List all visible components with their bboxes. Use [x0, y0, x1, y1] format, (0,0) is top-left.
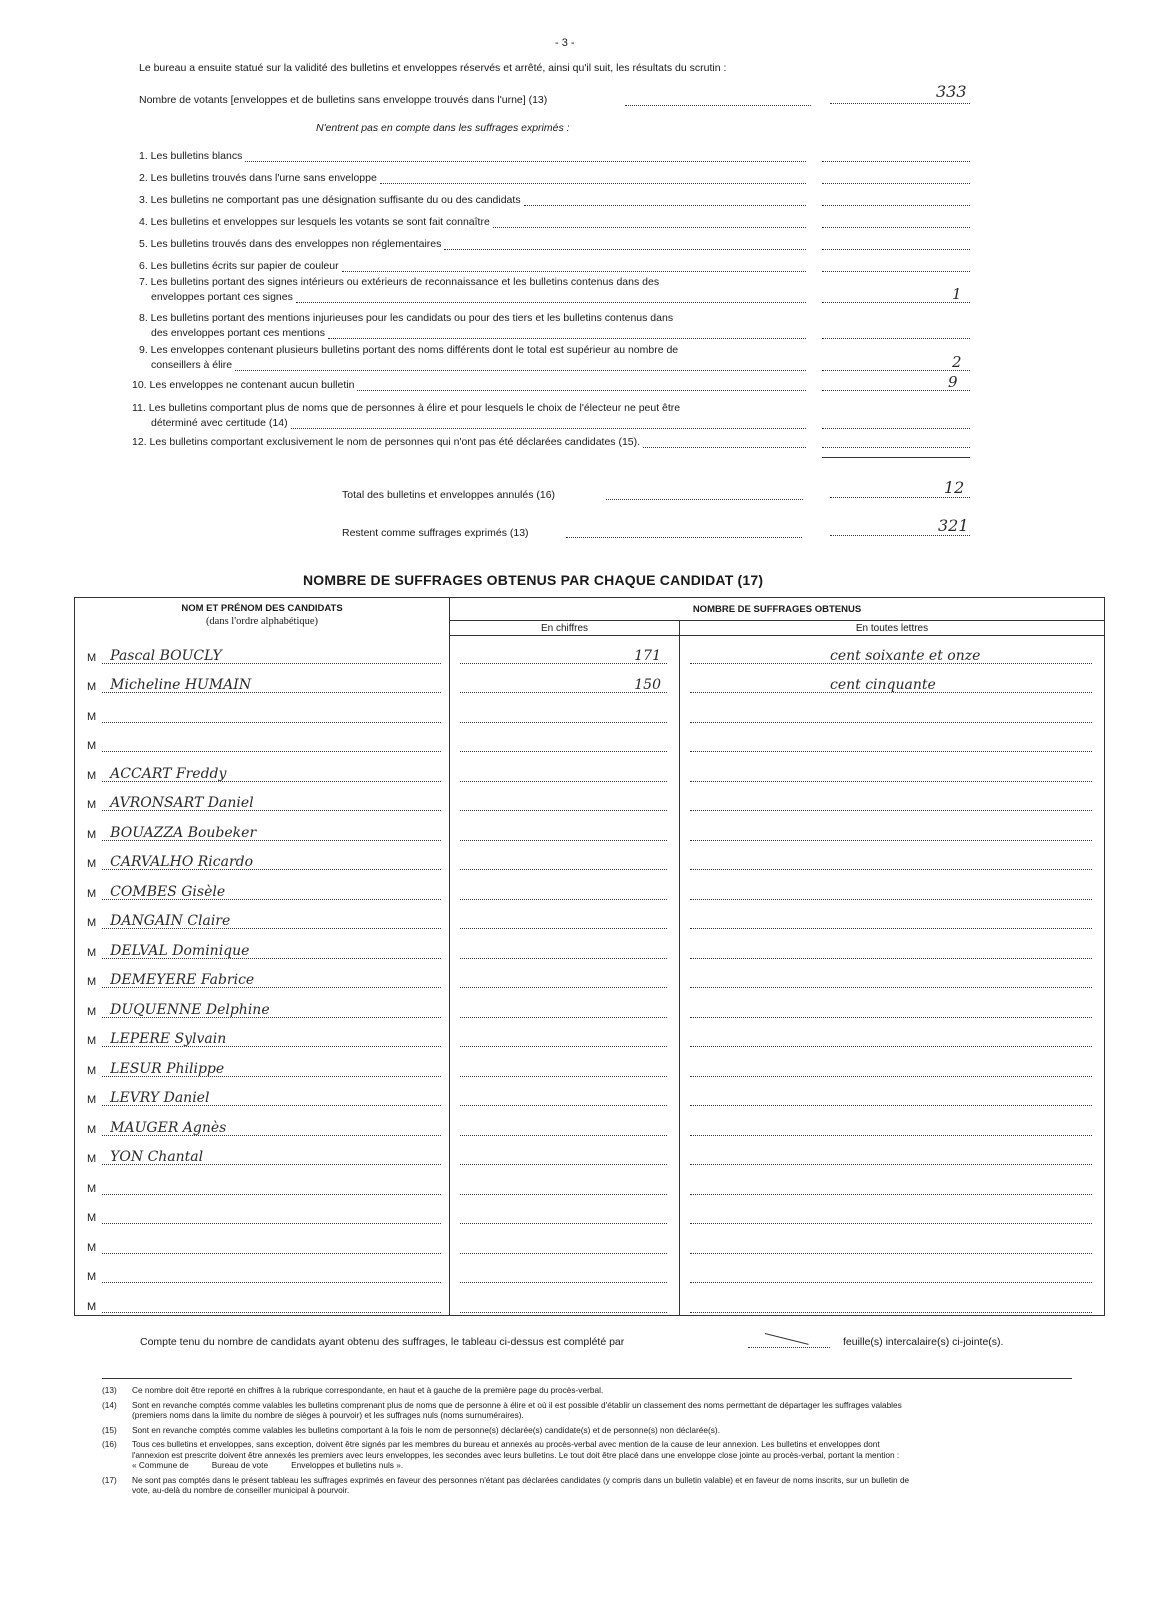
- candidate-figures: 150: [634, 677, 661, 693]
- candidate-row: [75, 725, 1105, 755]
- candidate-letters-cell: [680, 843, 1104, 873]
- exclusion-item-text: 6. Les bulletins écrits sur papier de couleur: [139, 260, 339, 272]
- candidate-prefix: M: [87, 1271, 97, 1283]
- candidate-letters-cell: [680, 961, 1104, 991]
- candidate-letters-field[interactable]: [690, 1268, 1092, 1283]
- exclusion-item-value: 1: [952, 285, 962, 303]
- footnote-line: Tous ces bulletins et enveloppes, sans exception, doivent être signés par les membres du bureau et annexés au procès-verbal avec mention de la cause de leur annexion. Les bulletins et enveloppes dont: [132, 1439, 880, 1449]
- candidate-figures-field[interactable]: [460, 678, 667, 693]
- candidate-figures-cell: [450, 1285, 679, 1315]
- candidate-letters-cell: [680, 1108, 1104, 1138]
- candidate-letters-cell: [680, 1020, 1104, 1050]
- exclusion-item-text: 5. Les bulletins trouvés dans des enveloppes non réglementaires: [139, 238, 442, 250]
- candidate-row: [75, 1197, 1105, 1227]
- candidate-name: LEVRY Daniel: [110, 1090, 210, 1106]
- candidate-name-field[interactable]: [102, 914, 441, 929]
- footnotes: [102, 1378, 1072, 1500]
- candidate-prefix: M: [87, 917, 97, 929]
- candidate-row: [75, 1108, 1105, 1138]
- candidate-letters-field[interactable]: [690, 944, 1092, 959]
- candidate-name-cell: [75, 1226, 449, 1256]
- candidate-name-cell: [75, 961, 449, 991]
- candidate-row: [75, 813, 1105, 843]
- candidate-letters-field[interactable]: [690, 1209, 1092, 1224]
- candidate-row: [75, 784, 1105, 814]
- exprimes-leader: [566, 537, 802, 538]
- candidate-figures-field[interactable]: [460, 796, 667, 811]
- exclusion-item-value: 9: [948, 373, 958, 391]
- candidate-prefix: M: [87, 1153, 97, 1165]
- candidate-letters-field[interactable]: [690, 1003, 1092, 1018]
- candidate-name-cell: [75, 695, 449, 725]
- candidate-letters-field[interactable]: [690, 649, 1092, 664]
- candidate-name-field[interactable]: [102, 1032, 441, 1047]
- exclusion-item-field[interactable]: [822, 227, 970, 228]
- candidate-figures-field[interactable]: [460, 1180, 667, 1195]
- candidate-prefix: M: [87, 710, 97, 723]
- exclusion-item-leader: [235, 370, 806, 371]
- candidate-name-cell: [75, 666, 449, 696]
- exclusion-item-text: 3. Les bulletins ne comportant pas une désignation suffisante du ou des candidats: [139, 194, 521, 206]
- sum-separator: [822, 457, 970, 458]
- candidate-prefix: M: [87, 887, 97, 900]
- candidate-name-field[interactable]: [102, 973, 441, 988]
- exprimes-label: Restent comme suffrages exprimés (13): [342, 527, 529, 539]
- candidate-letters-field[interactable]: [690, 708, 1092, 723]
- candidate-name: YON Chantal: [110, 1149, 204, 1165]
- candidate-letters-field[interactable]: [690, 678, 1092, 693]
- candidate-row: [75, 1226, 1105, 1256]
- candidate-figures-field[interactable]: [460, 885, 667, 900]
- footnote-line: Ce nombre doit être reporté en chiffres à la rubrique correspondante, en haut et à gauche de la première page du procès-verbal.: [132, 1385, 604, 1395]
- candidate-figures-field[interactable]: [460, 1091, 667, 1106]
- col-header-figures: En chiffres: [450, 621, 680, 636]
- exclusion-item-leader: [643, 447, 806, 448]
- exprimes-value: 321: [938, 516, 969, 535]
- candidate-prefix: M: [87, 651, 97, 664]
- candidate-figures-cell: [450, 813, 679, 843]
- candidate-name: LEPERE Sylvain: [110, 1031, 227, 1047]
- candidate-figures-cell: [450, 961, 679, 991]
- candidate-name-field[interactable]: [102, 1062, 441, 1077]
- candidate-letters-cell: [680, 902, 1104, 932]
- votants-label: Nombre de votants [enveloppes et de bulletins sans enveloppe trouvés dans l'urne] (13): [139, 94, 548, 106]
- candidate-name-cell: [75, 1256, 449, 1286]
- candidate-row: [75, 1256, 1105, 1286]
- total-annules-field[interactable]: [830, 497, 970, 498]
- candidate-figures-cell: [450, 990, 679, 1020]
- candidate-figures-field[interactable]: [460, 973, 667, 988]
- candidate-figures-cell: [450, 902, 679, 932]
- candidate-letters-cell: [680, 872, 1104, 902]
- exclusion-item-field[interactable]: [822, 447, 970, 448]
- exclusion-item-leader: [328, 338, 806, 339]
- candidate-name-field[interactable]: [102, 1298, 441, 1313]
- candidate-prefix: M: [87, 1005, 97, 1018]
- votants-field[interactable]: [830, 103, 970, 104]
- candidate-figures-cell: [450, 1079, 679, 1109]
- candidate-figures-cell: [450, 754, 679, 784]
- candidate-figures-field[interactable]: [460, 1062, 667, 1077]
- candidate-name-cell: [75, 1138, 449, 1168]
- exclusion-item-text: 12. Les bulletins comportant exclusivement le nom de personnes qui n'ont pas été déclarées candidates (15).: [132, 436, 641, 448]
- footnote-number: (16): [102, 1439, 117, 1449]
- table-heading: NOMBRE DE SUFFRAGES OBTENUS PAR CHAQUE CANDIDAT (17): [303, 572, 764, 588]
- exclusion-item-text: 11. Les bulletins comportant plus de noms que de personnes à élire et pour lesquels le choix de l'électeur ne peut être: [132, 402, 681, 414]
- candidate-name-field[interactable]: [102, 737, 441, 752]
- candidate-letters-cell: [680, 931, 1104, 961]
- candidate-prefix: M: [87, 1241, 97, 1254]
- candidate-name-cell: [75, 1285, 449, 1315]
- candidate-row: [75, 902, 1105, 932]
- total-annules-value: 12: [944, 478, 965, 497]
- candidate-figures-field[interactable]: [460, 767, 667, 782]
- candidate-figures-cell: [450, 1020, 679, 1050]
- candidate-letters-field[interactable]: [690, 737, 1092, 752]
- candidate-name: LESUR Philippe: [110, 1060, 225, 1077]
- exclusion-item-field[interactable]: [822, 249, 970, 250]
- candidate-letters-cell: [680, 1049, 1104, 1079]
- candidate-letters-cell: [680, 1226, 1104, 1256]
- candidate-name: ACCART Freddy: [110, 765, 227, 782]
- col-name-title: NOM ET PRÉNOM DES CANDIDATS: [181, 603, 343, 614]
- candidate-row: [75, 754, 1105, 784]
- candidate-name-field[interactable]: [102, 767, 441, 782]
- candidate-prefix: M: [87, 828, 97, 841]
- exclusion-item-text: conseillers à élire: [151, 359, 233, 371]
- candidate-figures-cell: [450, 1108, 679, 1138]
- candidate-letters-cell: [680, 666, 1104, 696]
- candidate-figures-cell: [450, 1138, 679, 1168]
- candidate-letters-cell: [680, 1285, 1104, 1315]
- candidate-letters-field[interactable]: [690, 1062, 1092, 1077]
- candidate-prefix: M: [87, 976, 97, 988]
- candidate-figures-field[interactable]: [460, 1003, 667, 1018]
- footnote: [102, 1385, 1072, 1396]
- candidate-name-field[interactable]: [102, 678, 441, 693]
- candidate-prefix: M: [87, 799, 97, 811]
- candidate-figures-cell: [450, 872, 679, 902]
- footnote-line: l'annexion est prescrite doivent être annexés les premiers avec leurs enveloppes, les secondes avec leurs bulletins. Le tout doit être placé dans une enveloppe close jointe au procès-verbal, portant la mention :: [132, 1449, 900, 1460]
- candidate-prefix: M: [87, 1123, 97, 1136]
- candidate-prefix: M: [87, 946, 97, 959]
- candidate-name: COMBES Gisèle: [110, 883, 226, 900]
- exclusion-item-field[interactable]: [822, 428, 970, 429]
- candidate-name-cell: [75, 931, 449, 961]
- exclusion-item-field[interactable]: [822, 161, 970, 162]
- candidate-figures-field[interactable]: [460, 1268, 667, 1283]
- candidate-letters: cent cinquante: [830, 677, 936, 693]
- candidate-letters-field[interactable]: [690, 1239, 1092, 1254]
- candidate-name-cell: [75, 725, 449, 755]
- candidate-name: Pascal BOUCLY: [110, 647, 222, 664]
- candidates-body: [75, 636, 1105, 1316]
- candidate-name-cell: [75, 1197, 449, 1227]
- candidate-letters-cell: [680, 725, 1104, 755]
- candidate-name-cell: [75, 1020, 449, 1050]
- candidate-letters-cell: [680, 636, 1104, 666]
- exclusion-item-field[interactable]: [822, 271, 970, 272]
- candidate-figures-cell: [450, 1049, 679, 1079]
- exclusion-item-text: déterminé avec certitude (14): [151, 417, 288, 429]
- exclusion-item-field[interactable]: [822, 302, 970, 303]
- footnote-line: vote, au-delà du nombre de conseiller municipal à pourvoir.: [132, 1485, 350, 1495]
- candidate-row: [75, 1079, 1105, 1109]
- candidate-figures-field[interactable]: [460, 944, 667, 959]
- candidate-name-cell: [75, 1167, 449, 1197]
- candidate-row: [75, 1049, 1105, 1079]
- candidate-name-field[interactable]: [102, 649, 441, 664]
- footnote-line: « Commune de Bureau de vote Enveloppes et bulletins nuls ».: [132, 1460, 404, 1470]
- candidate-name: DANGAIN Claire: [110, 913, 231, 929]
- candidate-row: [75, 872, 1105, 902]
- candidate-figures-cell: [450, 1256, 679, 1286]
- candidate-figures-field[interactable]: [460, 1150, 667, 1165]
- candidate-name-field[interactable]: [102, 855, 441, 870]
- candidate-name-field[interactable]: [102, 708, 441, 723]
- candidate-prefix: M: [87, 769, 97, 782]
- exclusion-item-text: 9. Les enveloppes contenant plusieurs bulletins portant des noms différents dont le total est supérieur au nombre de: [139, 344, 679, 356]
- exclusion-item-leader: [444, 249, 806, 250]
- candidate-letters-field[interactable]: [690, 885, 1092, 900]
- candidate-name-cell: [75, 754, 449, 784]
- exclusion-item-leader: [380, 183, 806, 184]
- col-name-subtitle: (dans l'ordre alphabétique): [205, 616, 319, 627]
- exclusion-item-leader: [493, 227, 806, 228]
- candidate-figures-cell: [450, 636, 679, 666]
- votants-leader: [625, 105, 811, 106]
- exclusion-item-leader: [245, 161, 806, 162]
- candidate-letters-field[interactable]: [690, 1032, 1092, 1047]
- candidate-letters-cell: [680, 695, 1104, 725]
- candidate-row: [75, 931, 1105, 961]
- candidate-name: BOUAZZA Boubeker: [110, 824, 257, 841]
- candidate-letters-field[interactable]: [690, 826, 1092, 841]
- candidate-figures-cell: [450, 784, 679, 814]
- candidate-name: DUQUENNE Delphine: [110, 1001, 270, 1018]
- candidate-letters-field[interactable]: [690, 1180, 1092, 1195]
- exclusion-item-text: enveloppes portant ces signes: [151, 291, 293, 303]
- exclusion-item-text: 8. Les bulletins portant des mentions injurieuses pour les candidats ou pour des tiers et les bulletins contenus dans: [139, 312, 674, 324]
- candidate-name: Micheline HUMAIN: [110, 677, 252, 693]
- exclusion-item-text: 1. Les bulletins blancs: [139, 150, 243, 162]
- candidate-name-field[interactable]: [102, 826, 441, 841]
- candidate-figures-field[interactable]: [460, 649, 667, 664]
- candidate-letters-cell: [680, 784, 1104, 814]
- candidate-figures-field[interactable]: [460, 737, 667, 752]
- candidate-name-field[interactable]: [102, 944, 441, 959]
- candidate-letters-field[interactable]: [690, 914, 1092, 929]
- candidate-figures-cell: [450, 725, 679, 755]
- candidate-name: AVRONSART Daniel: [110, 795, 254, 811]
- candidate-figures-cell: [450, 1226, 679, 1256]
- candidate-row: [75, 990, 1105, 1020]
- intro-text: Le bureau a ensuite statué sur la validité des bulletins et enveloppes réservés et arrêté, ainsi qu'il suit, les résultats du scrutin :: [139, 62, 727, 74]
- candidate-prefix: M: [87, 1212, 97, 1224]
- exclusion-item-field[interactable]: [822, 338, 970, 339]
- candidate-name-cell: [75, 902, 449, 932]
- candidate-figures: 171: [634, 647, 661, 664]
- candidate-name: MAUGER Agnès: [110, 1119, 227, 1136]
- candidate-prefix: M: [87, 858, 97, 870]
- candidate-prefix: M: [87, 1064, 97, 1077]
- candidate-letters: cent soixante et onze: [830, 647, 981, 664]
- candidate-figures-field[interactable]: [460, 708, 667, 723]
- candidate-letters-cell: [680, 1079, 1104, 1109]
- footnote: [102, 1425, 1072, 1436]
- candidate-figures-field[interactable]: [460, 1239, 667, 1254]
- candidate-name-cell: [75, 813, 449, 843]
- candidate-row: [75, 843, 1105, 873]
- candidate-figures-field[interactable]: [460, 1298, 667, 1313]
- exclusion-item-text: des enveloppes portant ces mentions: [151, 327, 325, 339]
- candidate-row: [75, 961, 1105, 991]
- candidate-figures-cell: [450, 666, 679, 696]
- exclusion-item-leader: [291, 428, 806, 429]
- footnote: [102, 1400, 1072, 1421]
- compte-tenu-end: feuille(s) intercalaire(s) ci-jointe(s).: [843, 1336, 1004, 1348]
- candidate-name-cell: [75, 872, 449, 902]
- candidate-letters-cell: [680, 1256, 1104, 1286]
- candidate-name-cell: [75, 636, 449, 666]
- candidate-prefix: M: [87, 681, 97, 693]
- exclusion-item-leader: [342, 271, 806, 272]
- candidate-figures-cell: [450, 1197, 679, 1227]
- candidate-prefix: M: [87, 1094, 97, 1106]
- exclusion-item-text: 7. Les bulletins portant des signes intérieurs ou extérieurs de reconnaissance et les bulletins contenus dans des: [139, 276, 660, 288]
- col-header-letters: En toutes lettres: [680, 621, 1105, 636]
- exclusion-item-leader: [296, 302, 806, 303]
- candidate-row: [75, 666, 1105, 696]
- candidates-table: [74, 597, 1105, 1316]
- candidate-letters-cell: [680, 1197, 1104, 1227]
- candidate-figures-field[interactable]: [460, 1032, 667, 1047]
- page-number: - 3 -: [555, 37, 575, 49]
- candidate-name-field[interactable]: [102, 796, 441, 811]
- candidate-name-cell: [75, 1049, 449, 1079]
- candidate-figures-field[interactable]: [460, 1209, 667, 1224]
- candidate-figures-cell: [450, 1167, 679, 1197]
- candidate-name-field[interactable]: [102, 1209, 441, 1224]
- exclusion-item-text: 10. Les enveloppes ne contenant aucun bulletin: [132, 379, 355, 391]
- candidate-row: [75, 1138, 1105, 1168]
- candidate-letters-field[interactable]: [690, 1121, 1092, 1136]
- candidate-name-field[interactable]: [102, 1121, 441, 1136]
- candidate-letters-field[interactable]: [690, 796, 1092, 811]
- candidate-letters-field[interactable]: [690, 855, 1092, 870]
- candidate-prefix: M: [87, 1182, 97, 1195]
- exclusion-item-value: 2: [952, 353, 962, 371]
- footnote-line: Ne sont pas comptés dans le présent tableau les suffrages exprimés en faveur des personnes n'étant pas déclarées candidates (y compris dans un bulletin valable) et en faveur de noms inscrits, sur un bulletin de: [132, 1474, 910, 1485]
- candidate-name-field[interactable]: [102, 885, 441, 900]
- candidate-name: CARVALHO Ricardo: [110, 854, 254, 870]
- candidate-name-field[interactable]: [102, 1180, 441, 1195]
- candidate-figures-cell: [450, 843, 679, 873]
- total-annules-label: Total des bulletins et enveloppes annulés (16): [342, 489, 556, 501]
- candidate-letters-cell: [680, 813, 1104, 843]
- footnote-line: Sont en revanche comptés comme valables les bulletins comportant à la fois le nom de personne(s) déclarée(s) candidate(s) et de personne(s) non déclarée(s).: [132, 1424, 720, 1435]
- candidate-letters-cell: [680, 990, 1104, 1020]
- candidate-letters-field[interactable]: [690, 1150, 1092, 1165]
- footnote-number: (15): [102, 1424, 117, 1435]
- candidate-row: [75, 1285, 1105, 1315]
- candidate-row: [75, 636, 1105, 666]
- exclusion-item-leader: [357, 390, 806, 391]
- exclusion-item-field[interactable]: [822, 370, 970, 371]
- candidate-letters-cell: [680, 754, 1104, 784]
- footnote-line: Sont en revanche comptés comme valables les bulletins comprenant plus de noms que de personne à élire et où il est possible d'établir un classement des noms permettant de départager les suffrages valables: [132, 1399, 902, 1410]
- candidate-prefix: M: [87, 1035, 97, 1047]
- candidate-figures-field[interactable]: [460, 1121, 667, 1136]
- candidate-figures-field[interactable]: [460, 855, 667, 870]
- candidate-prefix: M: [87, 740, 97, 752]
- candidate-letters-cell: [680, 1138, 1104, 1168]
- candidate-row: [75, 1020, 1105, 1050]
- exclusion-item-leader: [524, 205, 806, 206]
- footnote-line: (premiers noms dans la limite du nombre de sièges à pourvoir) et les suffrages nuls (noms surnuméraires).: [132, 1410, 524, 1420]
- compte-tenu-text: Compte tenu du nombre de candidats ayant obtenu des suffrages, le tableau ci-dessus est complété par: [140, 1336, 625, 1348]
- candidate-letters-field[interactable]: [690, 1091, 1092, 1106]
- col-header-votes: NOMBRE DE SUFFRAGES OBTENUS: [450, 598, 1105, 621]
- candidate-figures-field[interactable]: [460, 826, 667, 841]
- intercalaire-stroke: [762, 1333, 809, 1357]
- candidate-prefix: M: [87, 1300, 97, 1313]
- candidate-name-field[interactable]: [102, 1150, 441, 1165]
- candidate-figures-cell: [450, 931, 679, 961]
- exclusions-subheading: N'entrent pas en compte dans les suffrages exprimés :: [316, 122, 570, 134]
- candidate-figures-field[interactable]: [460, 914, 667, 929]
- footnote: [102, 1439, 1072, 1471]
- footnote: [102, 1475, 1072, 1496]
- candidate-figures-cell: [450, 695, 679, 725]
- candidate-name-cell: [75, 990, 449, 1020]
- footnote-number: (17): [102, 1474, 117, 1485]
- footnote-number: (14): [102, 1399, 117, 1410]
- candidate-name-cell: [75, 784, 449, 814]
- candidate-letters-field[interactable]: [690, 973, 1092, 988]
- candidate-name-field[interactable]: [102, 1003, 441, 1018]
- votants-value: 333: [936, 82, 967, 101]
- candidate-name-cell: [75, 1108, 449, 1138]
- candidate-row: [75, 1167, 1105, 1197]
- candidate-row: [75, 695, 1105, 725]
- candidate-name-cell: [75, 843, 449, 873]
- candidate-name-field[interactable]: [102, 1091, 441, 1106]
- candidate-name: DEMEYERE Fabrice: [110, 972, 255, 988]
- exclusion-item-field[interactable]: [822, 183, 970, 184]
- exprimes-field[interactable]: [830, 535, 970, 536]
- exclusion-item-text: 4. Les bulletins et enveloppes sur lesquels les votants se sont fait connaître: [139, 216, 490, 228]
- total-annules-leader: [606, 499, 803, 500]
- exclusion-item-field[interactable]: [822, 205, 970, 206]
- footnote-number: (13): [102, 1385, 117, 1395]
- col-header-name: [75, 598, 450, 636]
- candidate-name-cell: [75, 1079, 449, 1109]
- candidate-name-field[interactable]: [102, 1268, 441, 1283]
- candidate-name-field[interactable]: [102, 1239, 441, 1254]
- candidate-letters-field[interactable]: [690, 767, 1092, 782]
- candidate-letters-field[interactable]: [690, 1298, 1092, 1313]
- candidate-name: DELVAL Dominique: [110, 942, 250, 959]
- exclusion-item-text: 2. Les bulletins trouvés dans l'urne sans enveloppe: [139, 172, 377, 184]
- candidate-letters-cell: [680, 1167, 1104, 1197]
